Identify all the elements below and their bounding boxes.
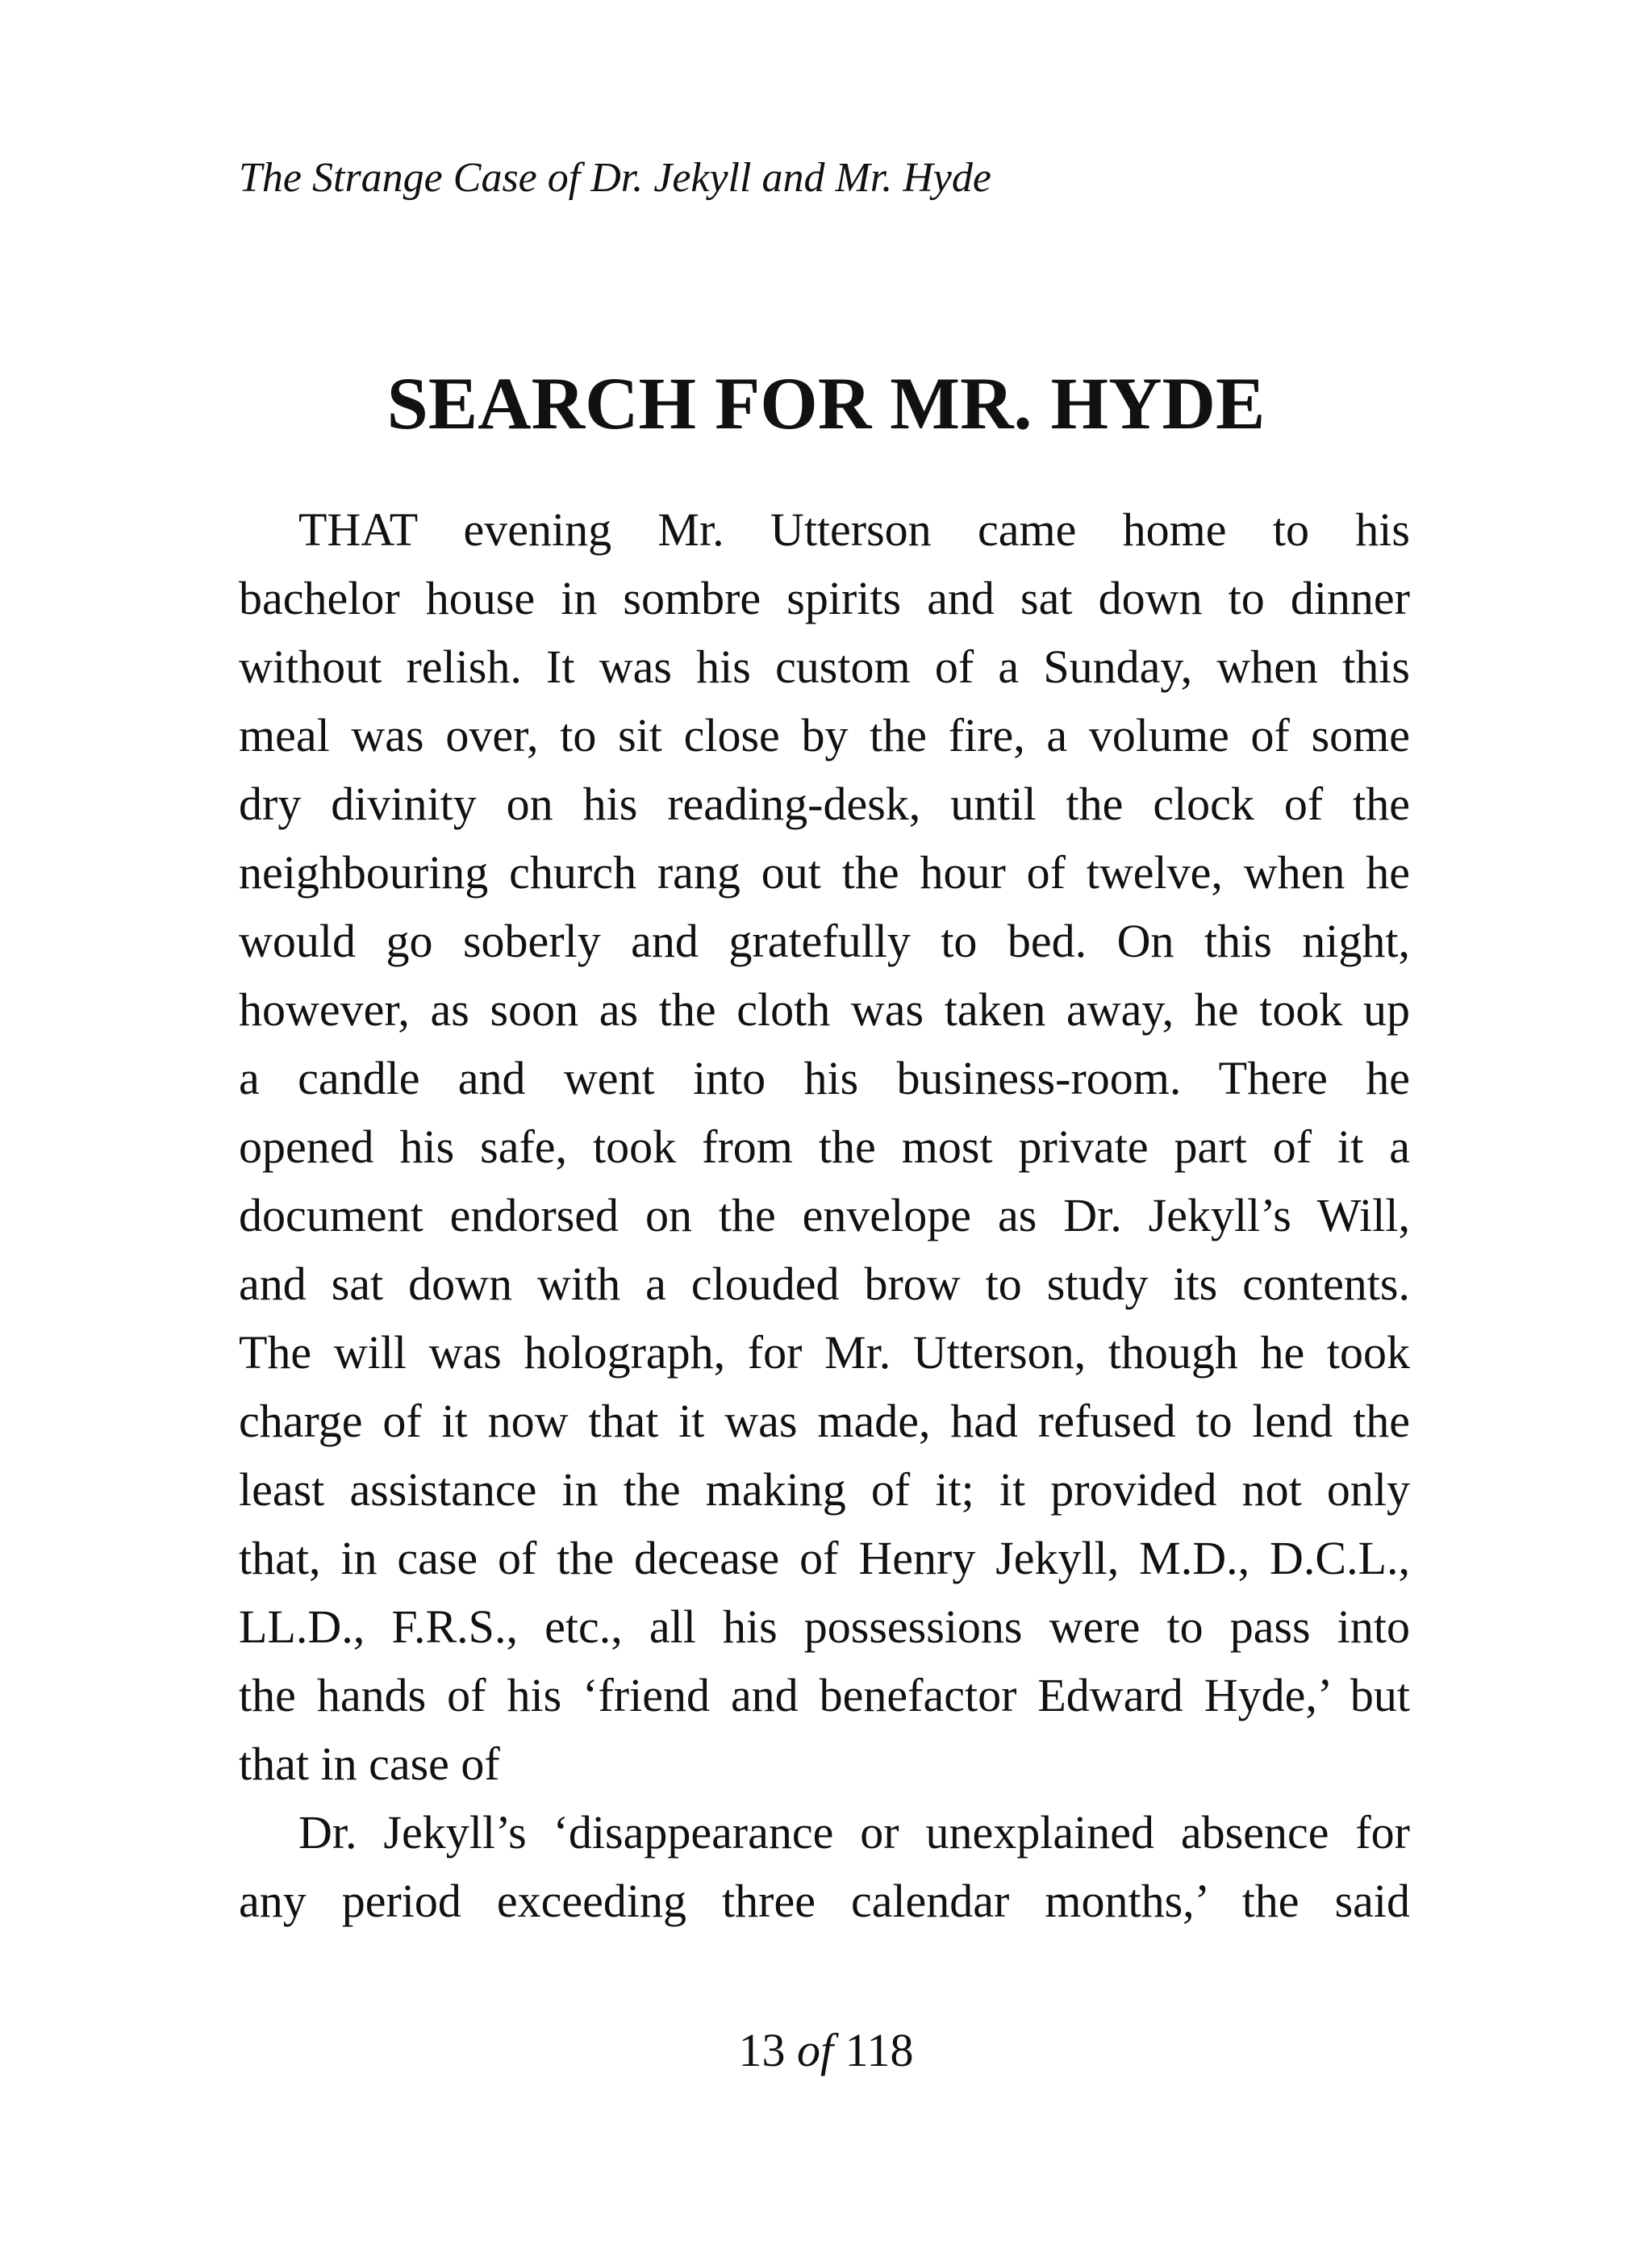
- running-head: The Strange Case of Dr. Jekyll and Mr. Hyde: [239, 155, 991, 201]
- text-line: least assistance in the making of it; it provided not only: [239, 1463, 1410, 1516]
- text-line: neighbouring church rang out the hour of twelve, when he: [239, 846, 1410, 899]
- text-line: The will was holograph, for Mr. Utterson, though he took: [239, 1326, 1410, 1379]
- text-line: LL.D., F.R.S., etc., all his possessions were to pass into: [239, 1600, 1410, 1653]
- text-line: would go soberly and gratefully to bed. On this night,: [239, 915, 1410, 967]
- text-line: bachelor house in sombre spirits and sat down to dinner: [239, 572, 1410, 624]
- chapter-title: SEARCH FOR MR. HYDE: [386, 362, 1266, 444]
- page-number: [0, 2018, 1652, 2083]
- text-line: without relish. It was his custom of a Sunday, when this: [239, 640, 1410, 693]
- current-page-number: 13: [738, 2024, 786, 2076]
- text-line: the hands of his ‘friend and benefactor Edward Hyde,’ but: [239, 1669, 1410, 1721]
- text-line: dry divinity on his reading-desk, until the clock of the: [239, 778, 1410, 830]
- text-line: that, in case of the decease of Henry Jekyll, M.D., D.C.L.,: [239, 1532, 1410, 1584]
- text-line: Dr. Jekyll’s ‘disappearance or unexplained absence for: [298, 1806, 1410, 1859]
- text-line: opened his safe, took from the most private part of it a: [239, 1120, 1410, 1173]
- text-line: a candle and went into his business-room. There he: [239, 1052, 1410, 1104]
- text-line: that in case of: [239, 1738, 500, 1790]
- text-line: however, as soon as the cloth was taken away, he took up: [239, 983, 1410, 1036]
- body-text: [239, 495, 1410, 1935]
- text-line: any period exceeding three calendar months,’ the said: [239, 1875, 1410, 1927]
- text-line: charge of it now that it was made, had refused to lend the: [239, 1395, 1410, 1447]
- page-number-of: of: [797, 2024, 834, 2076]
- text-line: document endorsed on the envelope as Dr. Jekyll’s Will,: [239, 1189, 1410, 1241]
- text-line: meal was over, to sit close by the fire, a volume of some: [239, 709, 1410, 761]
- text-line: and sat down with a clouded brow to study its contents.: [239, 1258, 1410, 1310]
- total-page-count: 118: [845, 2024, 914, 2076]
- text-line: THAT evening Mr. Utterson came home to his: [298, 503, 1410, 556]
